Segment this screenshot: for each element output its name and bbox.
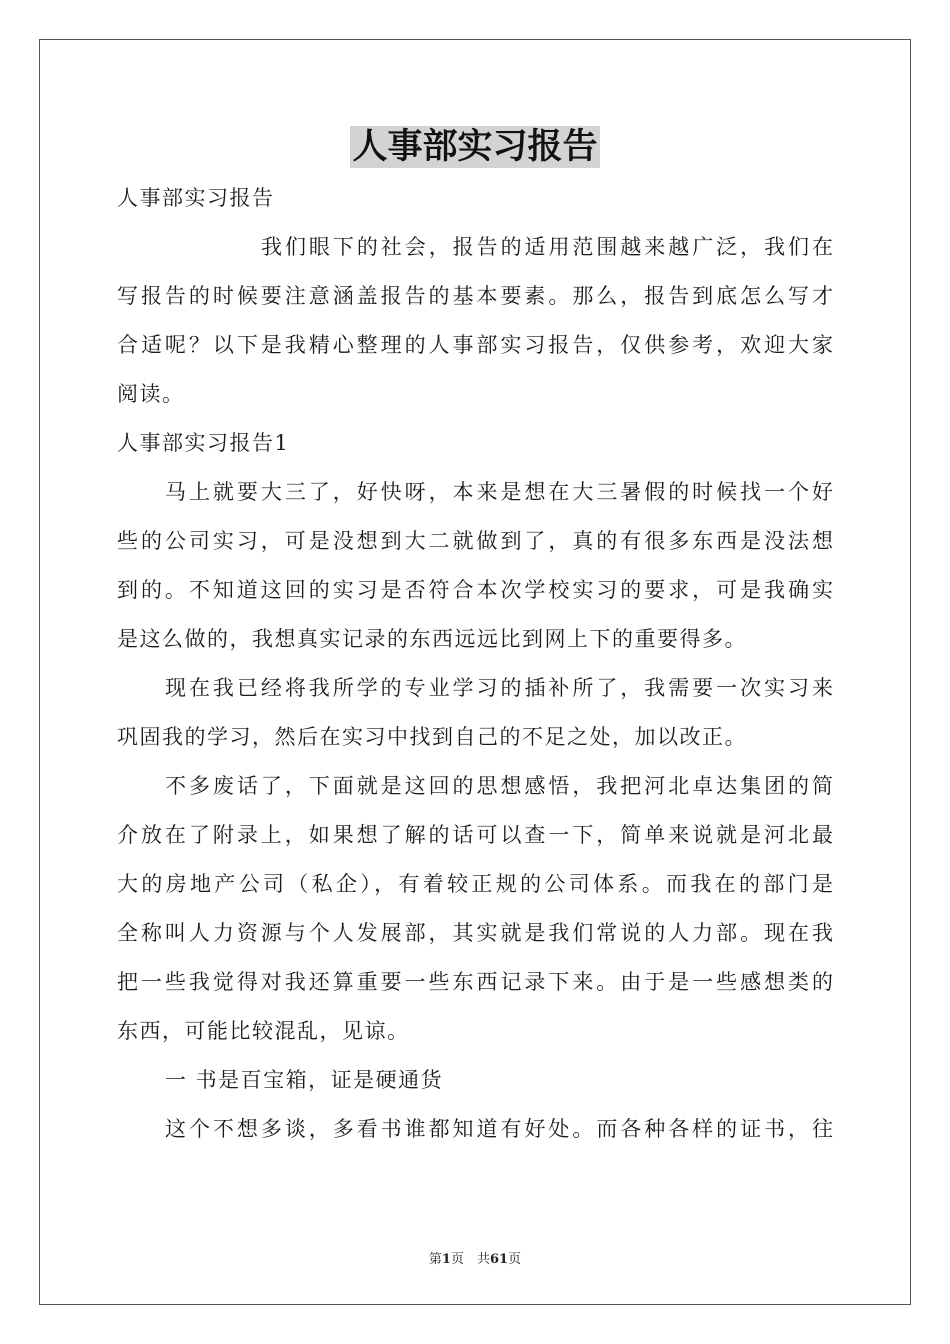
text-line: 把一些我觉得对我还算重要一些东西记录下来。由于是一些感想类的 xyxy=(117,970,833,994)
text-line: 是这么做的，我想真实记录的东西远远比到网上下的重要得多。 xyxy=(117,627,747,651)
page-mid: 页 共 xyxy=(450,1252,490,1267)
text-line: 我们眼下的社会，报告的适用范围越来越广泛，我们在 xyxy=(261,235,833,259)
text-line: 大的房地产公司（私企），有着较正规的公司体系。而我在的部门是 xyxy=(117,872,833,896)
page-total: 61 xyxy=(489,1252,509,1267)
text-line: 现在我已经将我所学的专业学习的插补所了，我需要一次实习来 xyxy=(165,676,833,700)
page-prefix: 第 xyxy=(428,1252,442,1267)
text-line: 写报告的时候要注意涵盖报告的基本要素。那么，报告到底怎么写才 xyxy=(117,284,833,308)
title-area xyxy=(0,126,950,168)
document-title: 人事部实习报告 xyxy=(352,126,598,167)
text-line: 合适呢？以下是我精心整理的人事部实习报告，仅供参考，欢迎大家 xyxy=(117,333,833,357)
page-suffix: 页 xyxy=(508,1252,522,1267)
text-line: 介放在了附录上，如果想了解的话可以查一下，简单来说就是河北最 xyxy=(117,823,833,847)
text-line: 马上就要大三了，好快呀，本来是想在大三暑假的时候找一个好 xyxy=(165,480,833,504)
text-line: 阅读。 xyxy=(117,382,185,406)
text-line: 全称叫人力资源与个人发展部，其实就是我们常说的人力部。现在我 xyxy=(117,921,833,945)
page-footer xyxy=(0,1248,950,1267)
page-current: 1 xyxy=(441,1252,451,1267)
text-line: 些的公司实习，可是没想到大二就做到了，真的有很多东西是没法想 xyxy=(117,529,833,553)
text-line: 不多废话了，下面就是这回的思想感悟，我把河北卓达集团的简 xyxy=(165,774,833,798)
text-line: 人事部实习报告 xyxy=(117,186,275,210)
text-line: 到的。不知道这回的实习是否符合本次学校实习的要求，可是我确实 xyxy=(117,578,833,602)
text-line: 一 书是百宝箱，证是硬通货 xyxy=(165,1068,444,1092)
text-line: 东西，可能比较混乱，见谅。 xyxy=(117,1019,410,1043)
text-line: 这个不想多谈，多看书谁都知道有好处。而各种各样的证书，往 xyxy=(165,1117,833,1141)
text-line: 巩固我的学习，然后在实习中找到自己的不足之处，加以改正。 xyxy=(117,725,747,749)
text-line: 人事部实习报告1 xyxy=(117,431,290,455)
document-body xyxy=(117,174,833,1154)
